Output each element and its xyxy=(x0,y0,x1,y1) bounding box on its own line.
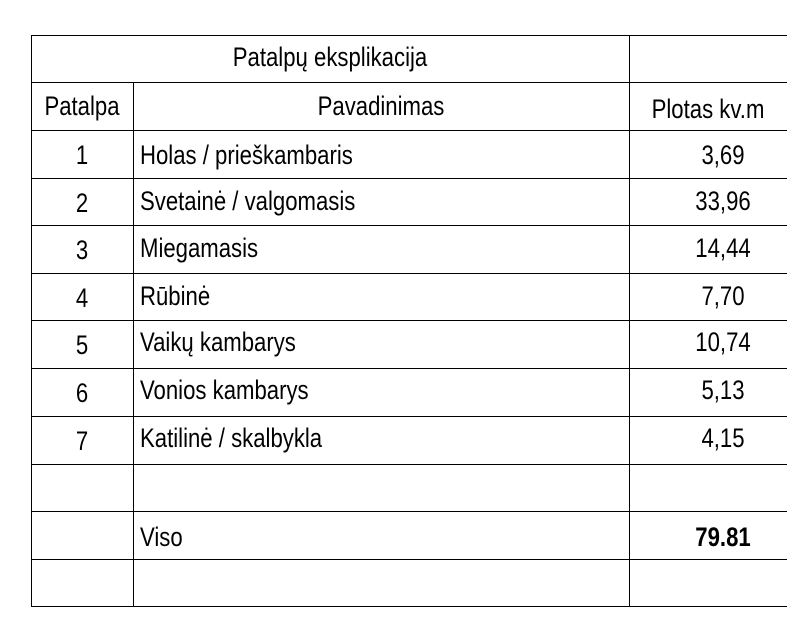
total-label: Viso xyxy=(140,522,183,552)
room-name: Holas / prieškambaris xyxy=(140,140,353,170)
row-number: 3 xyxy=(75,235,89,265)
room-name: Vonios kambarys xyxy=(140,375,309,405)
room-area: 7,70 xyxy=(701,281,745,311)
total-value: 79.81 xyxy=(695,522,751,552)
row-number: 4 xyxy=(75,283,89,313)
row-divider xyxy=(31,130,787,131)
row-divider xyxy=(31,273,787,274)
room-name: Svetainė / valgomasis xyxy=(140,186,356,216)
row-number: 5 xyxy=(75,330,89,360)
table-title: Patalpų eksplikacija xyxy=(232,42,428,72)
row-divider xyxy=(31,511,787,512)
row-divider xyxy=(31,464,787,465)
row-divider xyxy=(31,416,787,417)
room-area: 3,69 xyxy=(701,140,745,170)
room-name: Vaikų kambarys xyxy=(140,327,296,357)
room-area: 4,15 xyxy=(701,423,745,453)
header-room: Patalpa xyxy=(44,91,120,121)
room-name: Rūbinė xyxy=(140,281,211,311)
row-divider xyxy=(31,82,787,83)
room-name: Miegamasis xyxy=(140,233,259,263)
row-divider xyxy=(31,320,787,321)
room-name: Katilinė / skalbykla xyxy=(140,423,323,453)
row-divider xyxy=(31,225,787,226)
header-name: Pavadinimas xyxy=(317,91,445,121)
room-area: 33,96 xyxy=(695,186,751,216)
table-border-top xyxy=(31,35,787,36)
table-border-bottom xyxy=(31,606,787,607)
row-number: 1 xyxy=(75,140,89,170)
row-divider xyxy=(31,368,787,369)
row-number: 2 xyxy=(75,188,89,218)
row-number: 6 xyxy=(75,378,89,408)
room-area: 10,74 xyxy=(695,327,751,357)
column-divider xyxy=(133,82,134,607)
row-divider xyxy=(31,178,787,179)
row-divider xyxy=(31,559,787,560)
column-divider xyxy=(629,35,630,607)
row-number: 7 xyxy=(75,426,89,456)
room-area: 5,13 xyxy=(701,375,745,405)
header-area: Plotas kv.m xyxy=(651,94,765,124)
table-border-left xyxy=(31,35,32,607)
room-area: 14,44 xyxy=(695,233,751,263)
